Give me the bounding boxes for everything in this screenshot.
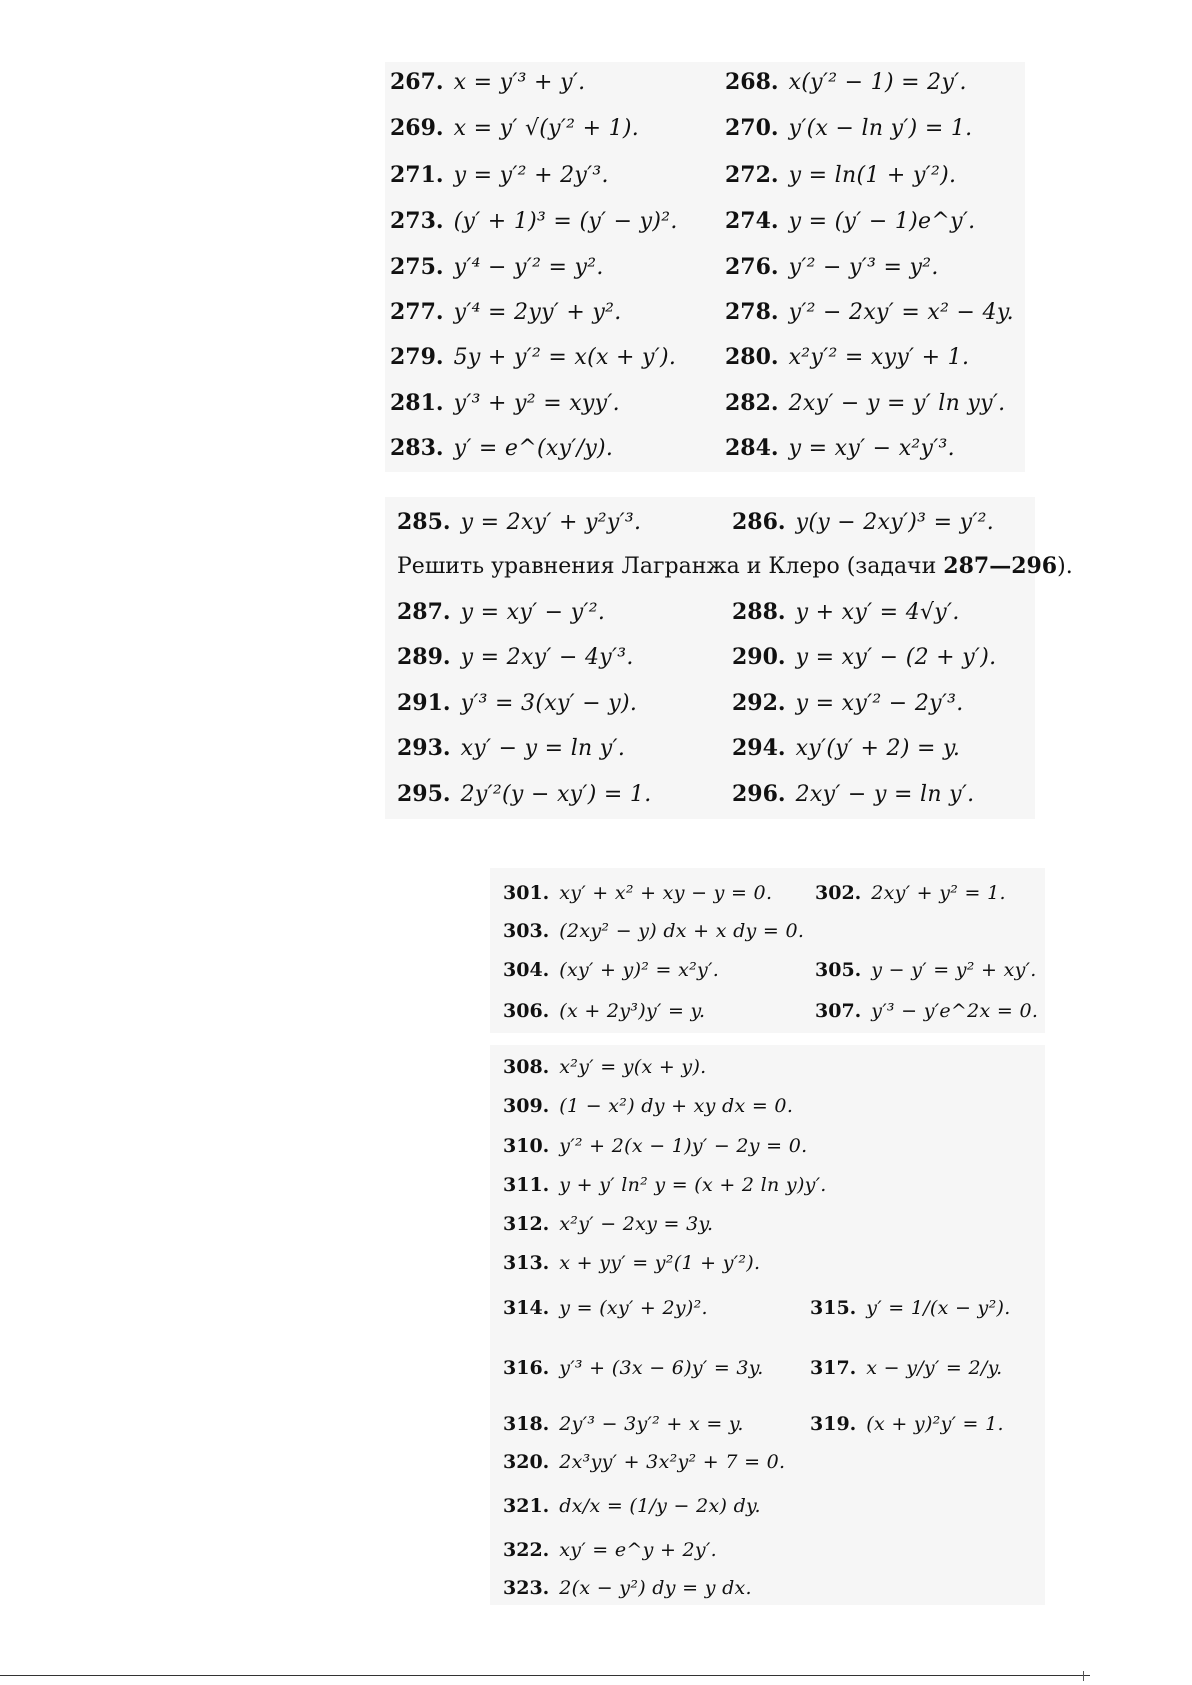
problem-equation: y′ = e^(xy′/y).	[453, 436, 614, 461]
problem-equation: y′² − y′³ = y².	[788, 255, 939, 280]
problem-number: 287.	[397, 599, 451, 625]
problem-item	[732, 735, 960, 761]
problem-item	[390, 162, 609, 188]
problem-row	[503, 1532, 717, 1568]
problem-number: 279.	[390, 344, 444, 370]
problem-number: 304.	[503, 959, 550, 981]
problem-item	[397, 781, 652, 807]
problem-item	[503, 1577, 752, 1599]
problem-number: 317.	[810, 1357, 857, 1379]
problem-item	[503, 1539, 717, 1561]
problem-row	[503, 875, 772, 911]
problem-equation: y = xy′ − x²y′³.	[788, 436, 955, 461]
problem-item	[503, 882, 772, 904]
problem-item	[503, 1174, 827, 1196]
problem-equation: (x + 2y³)y′ = y.	[559, 1000, 706, 1022]
problem-number: 268.	[725, 69, 779, 95]
problem-row	[397, 639, 634, 675]
problem-row	[503, 1128, 807, 1164]
problem-equation: xy′ + x² + xy − y = 0.	[559, 882, 773, 904]
problem-equation: 2x³yy′ + 3x²y² + 7 = 0.	[559, 1451, 786, 1473]
problem-number: 307.	[815, 1000, 862, 1022]
problem-equation: x²y′² = xyy′ + 1.	[788, 345, 970, 370]
problem-item	[732, 509, 994, 535]
problem-item	[815, 959, 1037, 981]
problem-equation: y − y′ = y² + xy′.	[871, 959, 1037, 981]
problem-equation: y = xy′² − 2y′³.	[795, 691, 964, 716]
problem-item	[810, 1357, 1002, 1379]
problem-row	[810, 1406, 1004, 1442]
problem-row	[503, 1245, 760, 1281]
problem-row	[397, 504, 641, 540]
problem-item	[503, 1495, 761, 1517]
problem-equation: y′⁴ − y′² = y².	[453, 255, 604, 280]
problem-equation: y = ln(1 + y′²).	[788, 163, 957, 188]
problem-item	[725, 435, 955, 461]
problem-row	[732, 639, 996, 675]
problem-item	[390, 254, 604, 280]
problem-number: 292.	[732, 690, 786, 716]
problem-equation: (1 − x²) dy + xy dx = 0.	[559, 1095, 794, 1117]
problem-equation: xy′(y′ + 2) = y.	[795, 736, 961, 761]
problem-number: 293.	[397, 735, 451, 761]
instruction-text: Решить уравнения Лагранжа и Клеро (задачи	[397, 554, 944, 579]
problem-item	[503, 1095, 793, 1117]
problem-equation: x(y′² − 1) = 2y′.	[788, 70, 967, 95]
problem-item	[810, 1413, 1004, 1435]
problem-row	[725, 64, 967, 100]
problem-number: 272.	[725, 162, 779, 188]
problem-row	[390, 430, 613, 466]
problem-number: 277.	[390, 299, 444, 325]
problem-number: 321.	[503, 1495, 550, 1517]
problem-item	[503, 1000, 705, 1022]
problem-number: 280.	[725, 344, 779, 370]
problem-item	[397, 599, 605, 625]
problem-row	[725, 430, 955, 466]
problem-equation: y′³ = 3(xy′ − y).	[460, 691, 638, 716]
problem-row	[725, 249, 939, 285]
problem-row	[390, 157, 609, 193]
problem-item	[397, 735, 625, 761]
problem-number: 316.	[503, 1357, 550, 1379]
problem-item	[503, 1413, 744, 1435]
problem-row	[390, 385, 620, 421]
problem-row	[732, 730, 960, 766]
problem-number: 281.	[390, 390, 444, 416]
problem-row	[725, 294, 1014, 330]
problem-row	[503, 1350, 764, 1386]
problem-item	[732, 690, 964, 716]
problem-row	[503, 1488, 761, 1524]
problem-row	[397, 730, 625, 766]
problem-row	[390, 64, 585, 100]
problem-equation: y = 2xy′ + y²y′³.	[460, 510, 642, 535]
problem-item	[810, 1297, 1011, 1319]
problem-number: 291.	[397, 690, 451, 716]
problem-number: 315.	[810, 1297, 857, 1319]
problem-row	[503, 952, 719, 988]
instruction-range: 287—296	[943, 553, 1058, 579]
problem-number: 313.	[503, 1252, 550, 1274]
problem-row	[815, 952, 1037, 988]
problem-equation: y(y − 2xy′)³ = y′².	[795, 510, 995, 535]
problem-number: 294.	[732, 735, 786, 761]
problem-number: 289.	[397, 644, 451, 670]
problem-equation: 2y′²(y − xy′) = 1.	[460, 782, 652, 807]
problem-row	[390, 339, 676, 375]
problem-item	[815, 882, 1006, 904]
problem-item	[390, 299, 622, 325]
problem-row	[725, 385, 1005, 421]
problem-item	[725, 344, 969, 370]
page-corner-mark	[1083, 1671, 1084, 1681]
problem-equation: 2xy′ − y = y′ ln yy′.	[788, 391, 1006, 416]
problem-item	[503, 920, 804, 942]
problem-equation: (x + y)²y′ = 1.	[866, 1413, 1004, 1435]
problem-row	[732, 685, 964, 721]
problem-item	[732, 781, 974, 807]
problem-item	[503, 1213, 713, 1235]
problem-equation: xy′ = e^y + 2y′.	[559, 1539, 717, 1561]
problem-number: 290.	[732, 644, 786, 670]
problem-number: 301.	[503, 882, 550, 904]
problem-number: 305.	[815, 959, 862, 981]
problem-equation: x = y′ √(y′² + 1).	[453, 116, 640, 141]
problem-row	[732, 504, 994, 540]
problem-row	[390, 203, 678, 239]
problem-row	[815, 875, 1006, 911]
problem-item	[725, 115, 972, 141]
problem-row	[390, 110, 639, 146]
problem-equation: x²y′ − 2xy = 3y.	[559, 1213, 714, 1235]
problem-equation: 2xy′ − y = ln y′.	[795, 782, 975, 807]
problem-row	[503, 1570, 752, 1606]
problem-item	[503, 1135, 807, 1157]
problem-number: 303.	[503, 920, 550, 942]
problem-equation: y = xy′ − y′².	[460, 600, 606, 625]
problem-equation: dx/x = (1/y − 2x) dy.	[559, 1495, 761, 1517]
problem-item	[397, 690, 637, 716]
problem-number: 270.	[725, 115, 779, 141]
problem-equation: y′² + 2(x − 1)y′ − 2y = 0.	[559, 1135, 808, 1157]
problem-number: 312.	[503, 1213, 550, 1235]
problem-number: 308.	[503, 1056, 550, 1078]
problem-number: 288.	[732, 599, 786, 625]
problem-equation: y′³ + (3x − 6)y′ = 3y.	[559, 1357, 764, 1379]
problem-number: 302.	[815, 882, 862, 904]
problem-item	[725, 208, 975, 234]
problem-item	[503, 959, 719, 981]
problem-number: 285.	[397, 509, 451, 535]
problem-item	[815, 1000, 1038, 1022]
problem-number: 276.	[725, 254, 779, 280]
problem-number: 296.	[732, 781, 786, 807]
problem-row	[503, 1406, 744, 1442]
problem-row	[397, 685, 637, 721]
page-bottom-rule	[0, 1675, 1090, 1676]
problem-row	[725, 110, 972, 146]
problem-number: 278.	[725, 299, 779, 325]
problem-item	[503, 1357, 764, 1379]
problem-equation: x + yy′ = y²(1 + y′²).	[559, 1252, 761, 1274]
problem-row	[503, 1444, 785, 1480]
problem-item	[503, 1297, 708, 1319]
problem-row	[503, 1088, 793, 1124]
problem-equation: y = xy′ − (2 + y′).	[795, 645, 997, 670]
problem-equation: y = (xy′ + 2y)².	[559, 1297, 708, 1319]
problem-number: 269.	[390, 115, 444, 141]
problem-item	[503, 1252, 760, 1274]
problem-item	[725, 162, 956, 188]
problem-item	[725, 69, 967, 95]
problem-item	[397, 644, 634, 670]
problem-equation: y = 2xy′ − 4y′³.	[460, 645, 634, 670]
problem-item	[390, 344, 676, 370]
problem-equation: (2xy² − y) dx + x dy = 0.	[559, 920, 805, 942]
problem-number: 323.	[503, 1577, 550, 1599]
problem-item	[503, 1056, 707, 1078]
problem-number: 309.	[503, 1095, 550, 1117]
problem-number: 306.	[503, 1000, 550, 1022]
problem-row	[503, 1206, 713, 1242]
problem-row	[732, 776, 974, 812]
problem-equation: x²y′ = y(x + y).	[559, 1056, 707, 1078]
instruction-close: ).	[1057, 554, 1073, 579]
problem-number: 284.	[725, 435, 779, 461]
problem-number: 322.	[503, 1539, 550, 1561]
problem-item	[732, 599, 960, 625]
problem-row	[810, 1290, 1011, 1326]
problem-row	[390, 249, 604, 285]
problem-number: 311.	[503, 1174, 550, 1196]
problem-row	[397, 594, 605, 630]
problem-equation: 2y′³ − 3y′² + x = y.	[559, 1413, 744, 1435]
problem-number: 286.	[732, 509, 786, 535]
problem-item	[390, 208, 678, 234]
problem-item	[725, 299, 1014, 325]
problem-equation: x − y/y′ = 2/y.	[866, 1357, 1003, 1379]
problem-item	[390, 390, 620, 416]
problem-equation: y′³ + y² = xyy′.	[453, 391, 620, 416]
problem-number: 274.	[725, 208, 779, 234]
problem-item	[503, 1451, 785, 1473]
problem-equation: y = y′² + 2y′³.	[453, 163, 609, 188]
problem-row	[503, 913, 804, 949]
problem-row	[810, 1350, 1002, 1386]
problem-equation: y′(x − ln y′) = 1.	[788, 116, 973, 141]
problem-number: 314.	[503, 1297, 550, 1319]
problem-item	[397, 509, 641, 535]
problem-equation: (xy′ + y)² = x²y′.	[559, 959, 720, 981]
problem-row	[503, 1290, 708, 1326]
problem-item	[390, 435, 613, 461]
problem-number: 295.	[397, 781, 451, 807]
problem-equation: y + y′ ln² y = (x + 2 ln y)y′.	[559, 1174, 827, 1196]
problem-number: 319.	[810, 1413, 857, 1435]
problem-row	[725, 203, 975, 239]
problem-row	[725, 157, 956, 193]
problem-number: 275.	[390, 254, 444, 280]
problem-item	[732, 644, 996, 670]
problem-equation: y′² − 2xy′ = x² − 4y.	[788, 300, 1014, 325]
problem-row	[503, 993, 705, 1029]
problem-row	[815, 993, 1038, 1029]
problem-equation: (y′ + 1)³ = (y′ − y)².	[453, 209, 678, 234]
problem-number: 267.	[390, 69, 444, 95]
problem-item	[390, 69, 585, 95]
problem-row	[390, 294, 622, 330]
problem-item	[390, 115, 639, 141]
problem-equation: y′⁴ = 2yy′ + y².	[453, 300, 622, 325]
problem-equation: 2(x − y²) dy = y dx.	[559, 1577, 752, 1599]
problem-equation: 2xy′ + y² = 1.	[871, 882, 1006, 904]
problem-number: 318.	[503, 1413, 550, 1435]
problem-equation: y′ = 1/(x − y²).	[866, 1297, 1011, 1319]
problem-row	[725, 339, 969, 375]
problem-number: 271.	[390, 162, 444, 188]
problem-equation: y′³ − y′e^2x = 0.	[871, 1000, 1039, 1022]
problem-equation: xy′ − y = ln y′.	[460, 736, 626, 761]
problem-row	[503, 1049, 707, 1085]
problem-equation: 5y + y′² = x(x + y′).	[453, 345, 677, 370]
problem-row	[503, 1167, 827, 1203]
problem-number: 282.	[725, 390, 779, 416]
section-instruction	[397, 553, 1073, 579]
problem-number: 320.	[503, 1451, 550, 1473]
problem-item	[725, 254, 939, 280]
problem-row	[732, 594, 960, 630]
problem-equation: y = (y′ − 1)e^y′.	[788, 209, 976, 234]
problem-equation: y + xy′ = 4√y′.	[795, 600, 960, 625]
problem-item	[725, 390, 1005, 416]
problem-number: 273.	[390, 208, 444, 234]
problem-number: 283.	[390, 435, 444, 461]
problem-equation: x = y′³ + y′.	[453, 70, 586, 95]
problem-row	[397, 776, 652, 812]
problem-number: 310.	[503, 1135, 550, 1157]
